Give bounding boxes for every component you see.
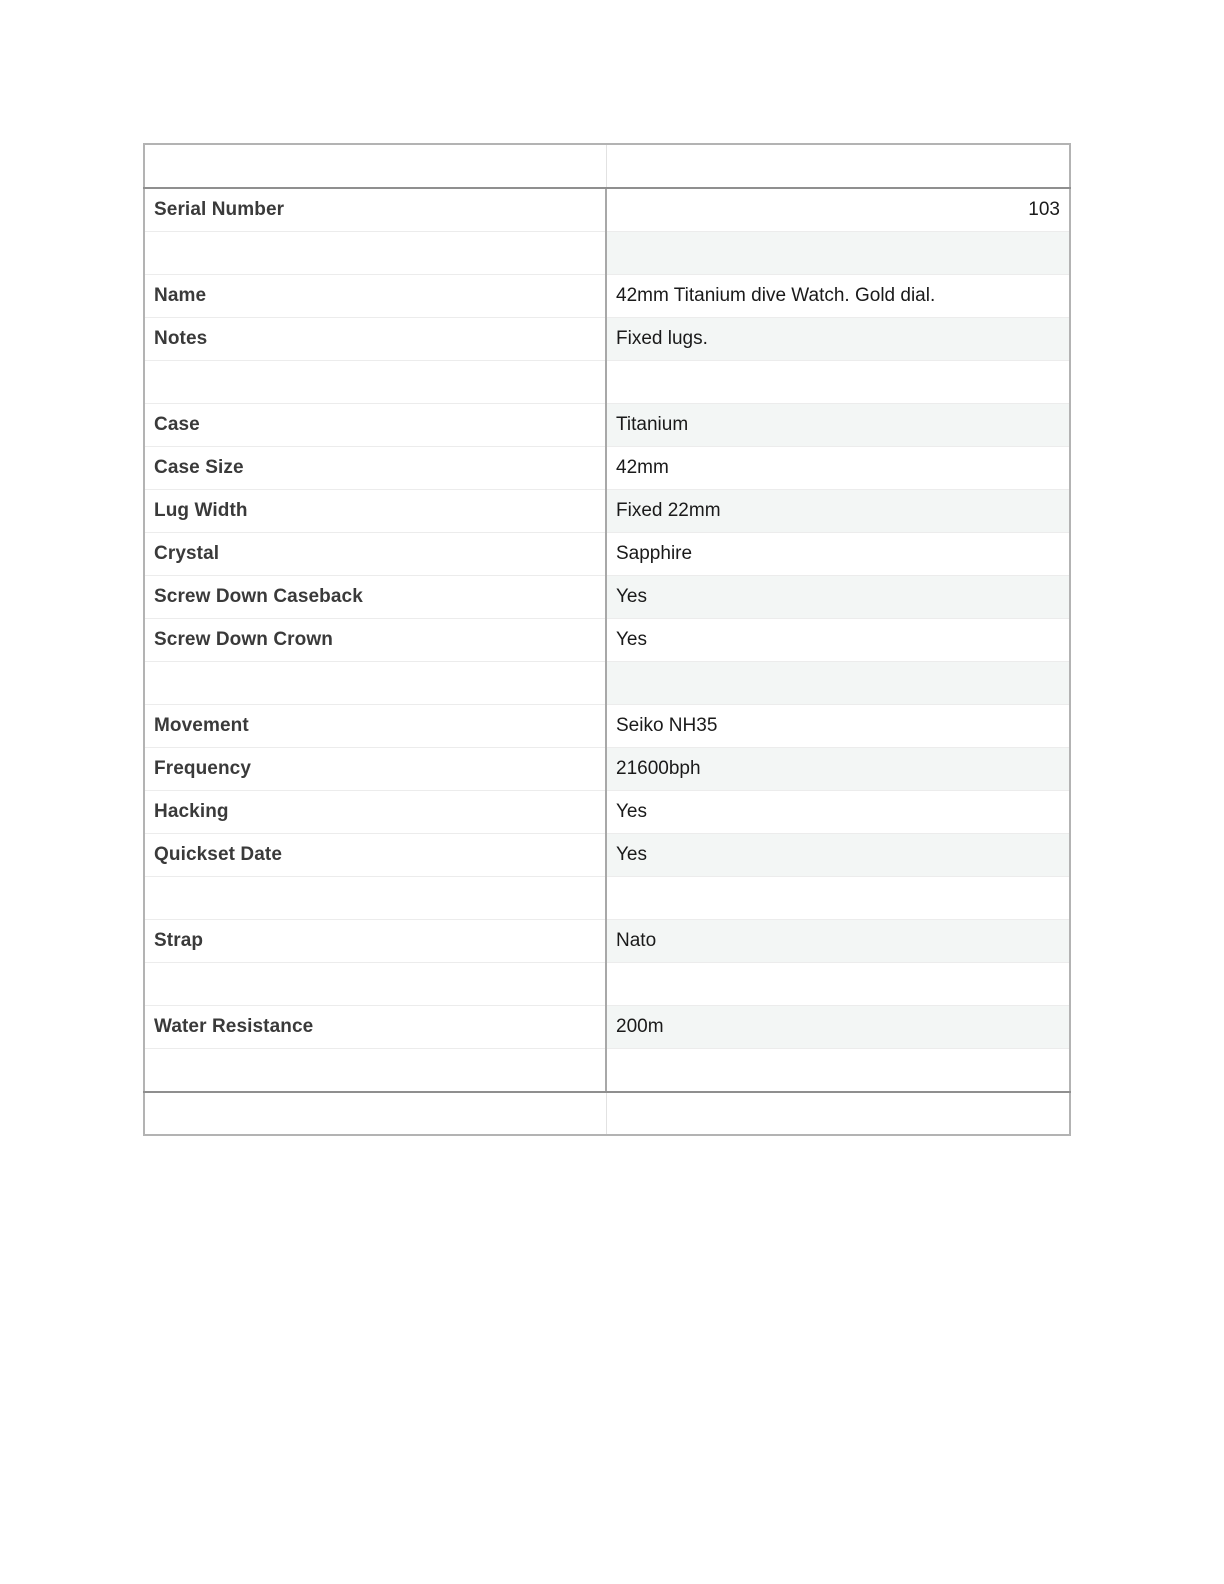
table-row — [144, 533, 1070, 576]
table-header-row — [144, 144, 1070, 188]
row-label-cell[interactable]: Case — [144, 404, 606, 447]
row-value-cell[interactable]: Fixed 22mm — [606, 490, 1070, 533]
row-value-cell[interactable]: 21600bph — [606, 748, 1070, 791]
row-label-cell[interactable]: Screw Down Caseback — [144, 576, 606, 619]
row-value-cell[interactable]: Nato — [606, 920, 1070, 963]
table-row — [144, 318, 1070, 361]
row-value-cell[interactable]: Fixed lugs. — [606, 318, 1070, 361]
row-value-cell[interactable]: 42mm — [606, 447, 1070, 490]
row-label-cell[interactable]: Hacking — [144, 791, 606, 834]
footer-cell-label[interactable] — [144, 1092, 606, 1135]
table-row — [144, 275, 1070, 318]
row-label-cell[interactable] — [144, 877, 606, 920]
header-cell-value[interactable] — [606, 144, 1070, 188]
table-row — [144, 920, 1070, 963]
table-row — [144, 662, 1070, 705]
table-footer-row — [144, 1092, 1070, 1135]
row-label-cell[interactable]: Frequency — [144, 748, 606, 791]
row-label-cell[interactable]: Screw Down Crown — [144, 619, 606, 662]
row-value-cell[interactable] — [606, 662, 1070, 705]
table-row — [144, 705, 1070, 748]
row-label-cell[interactable] — [144, 361, 606, 404]
row-value-cell[interactable]: Sapphire — [606, 533, 1070, 576]
header-cell-label[interactable] — [144, 144, 606, 188]
row-value-cell[interactable]: 200m — [606, 1006, 1070, 1049]
row-label-cell[interactable] — [144, 1049, 606, 1093]
row-label-cell[interactable]: Water Resistance — [144, 1006, 606, 1049]
table-row — [144, 1006, 1070, 1049]
spec-table — [143, 143, 1071, 1136]
table-row — [144, 877, 1070, 920]
row-value-cell[interactable]: Yes — [606, 619, 1070, 662]
spec-table-body — [144, 144, 1070, 1135]
row-value-cell[interactable]: Yes — [606, 834, 1070, 877]
table-row — [144, 1049, 1070, 1093]
table-row — [144, 188, 1070, 232]
row-value-cell[interactable] — [606, 963, 1070, 1006]
table-row — [144, 791, 1070, 834]
table-row — [144, 404, 1070, 447]
row-value-cell[interactable] — [606, 361, 1070, 404]
row-label-cell[interactable]: Quickset Date — [144, 834, 606, 877]
row-value-cell[interactable]: Yes — [606, 791, 1070, 834]
row-label-cell[interactable]: Crystal — [144, 533, 606, 576]
table-row — [144, 619, 1070, 662]
row-value-cell[interactable]: 103 — [606, 188, 1070, 232]
row-label-cell[interactable]: Strap — [144, 920, 606, 963]
table-row — [144, 576, 1070, 619]
row-value-cell[interactable]: Titanium — [606, 404, 1070, 447]
row-label-cell[interactable] — [144, 662, 606, 705]
row-label-cell[interactable]: Name — [144, 275, 606, 318]
row-label-cell[interactable]: Notes — [144, 318, 606, 361]
row-value-cell[interactable]: 42mm Titanium dive Watch. Gold dial. — [606, 275, 1070, 318]
table-row — [144, 748, 1070, 791]
row-value-cell[interactable]: Yes — [606, 576, 1070, 619]
table-row — [144, 963, 1070, 1006]
row-value-cell[interactable]: Seiko NH35 — [606, 705, 1070, 748]
row-value-cell[interactable] — [606, 877, 1070, 920]
row-value-cell[interactable] — [606, 1049, 1070, 1093]
table-row — [144, 232, 1070, 275]
footer-cell-value[interactable] — [606, 1092, 1070, 1135]
row-label-cell[interactable] — [144, 232, 606, 275]
table-row — [144, 447, 1070, 490]
table-row — [144, 834, 1070, 877]
row-value-cell[interactable] — [606, 232, 1070, 275]
row-label-cell[interactable] — [144, 963, 606, 1006]
table-row — [144, 361, 1070, 404]
row-label-cell[interactable]: Serial Number — [144, 188, 606, 232]
row-label-cell[interactable]: Lug Width — [144, 490, 606, 533]
row-label-cell[interactable]: Movement — [144, 705, 606, 748]
table-row — [144, 490, 1070, 533]
row-label-cell[interactable]: Case Size — [144, 447, 606, 490]
